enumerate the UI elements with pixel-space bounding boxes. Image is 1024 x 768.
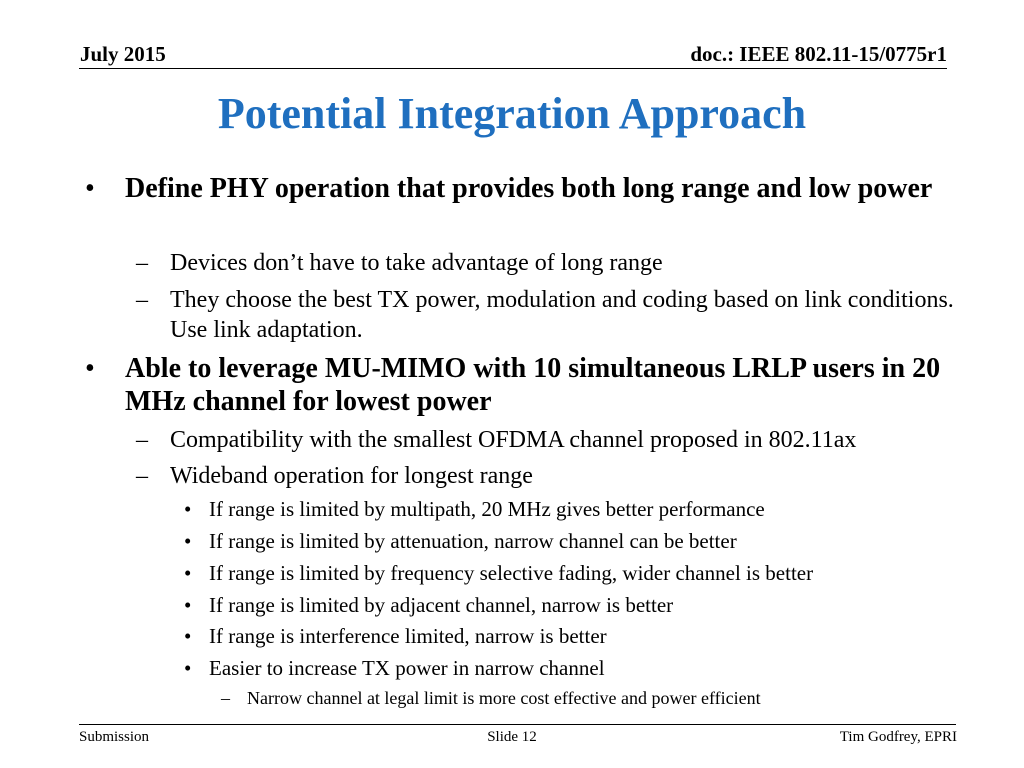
detail-item xyxy=(184,593,969,617)
detail-text: If range is limited by multipath, 20 MHz gives better performance xyxy=(209,497,765,521)
header-divider xyxy=(79,68,947,69)
detail-text: Easier to increase TX power in narrow channel xyxy=(209,656,605,680)
footer-author: Tim Godfrey, EPRI xyxy=(839,729,957,745)
detail-item xyxy=(184,529,969,553)
detail-item xyxy=(184,656,969,680)
footer-divider xyxy=(79,724,956,725)
small-bullet-marker: • xyxy=(184,561,192,585)
sub-bullet-text: Devices don’t have to take advantage of long range xyxy=(170,250,663,276)
detail-item xyxy=(184,624,969,648)
detail-text: If range is limited by adjacent channel, narrow is better xyxy=(209,593,674,617)
slide-title: Potential Integration Approach xyxy=(217,89,807,138)
footer-slide-number: Slide 12 xyxy=(487,729,537,745)
bullet-item xyxy=(85,352,945,418)
dash-marker: – xyxy=(221,688,230,708)
sub-bullet-item xyxy=(136,285,960,345)
detail-text: If range is limited by attenuation, narrow channel can be better xyxy=(209,529,737,553)
detail-text: If range is interference limited, narrow is better xyxy=(209,624,607,648)
small-bullet-marker: • xyxy=(184,656,192,680)
bullet-text: Able to leverage MU-MIMO with 10 simultaneous LRLP users in 20 MHz channel for lowest power xyxy=(125,353,941,417)
dash-marker: – xyxy=(136,427,148,453)
small-bullet-marker: • xyxy=(184,497,192,521)
bullet-marker: • xyxy=(85,353,95,384)
sub-bullet-item xyxy=(136,248,960,278)
detail-item xyxy=(184,497,969,521)
small-bullet-marker: • xyxy=(184,529,192,553)
sub-bullet-text: Compatibility with the smallest OFDMA channel proposed in 802.11ax xyxy=(170,427,857,453)
sub-bullet-text: They choose the best TX power, modulation and coding based on link conditions. Use link adaptation. xyxy=(170,287,954,343)
dash-marker: – xyxy=(136,287,148,313)
dash-marker: – xyxy=(136,463,148,489)
dash-marker: – xyxy=(136,250,148,276)
header-doc-id: doc.: IEEE 802.11-15/0775r1 xyxy=(690,42,947,66)
sub-bullet-item xyxy=(136,461,960,491)
footer-submission: Submission xyxy=(79,729,150,745)
note-text: Narrow channel at legal limit is more cost effective and power efficient xyxy=(247,688,761,708)
bullet-text: Define PHY operation that provides both long range and low power xyxy=(125,173,933,204)
sub-bullet-item xyxy=(136,425,960,455)
small-bullet-marker: • xyxy=(184,624,192,648)
detail-item xyxy=(184,561,969,585)
bullet-item xyxy=(85,172,945,205)
small-bullet-marker: • xyxy=(184,593,192,617)
detail-text: If range is limited by frequency selective fading, wider channel is better xyxy=(209,561,814,585)
header-date: July 2015 xyxy=(80,42,166,66)
note-item xyxy=(221,687,947,709)
bullet-marker: • xyxy=(85,173,95,204)
sub-bullet-text: Wideband operation for longest range xyxy=(170,463,533,489)
